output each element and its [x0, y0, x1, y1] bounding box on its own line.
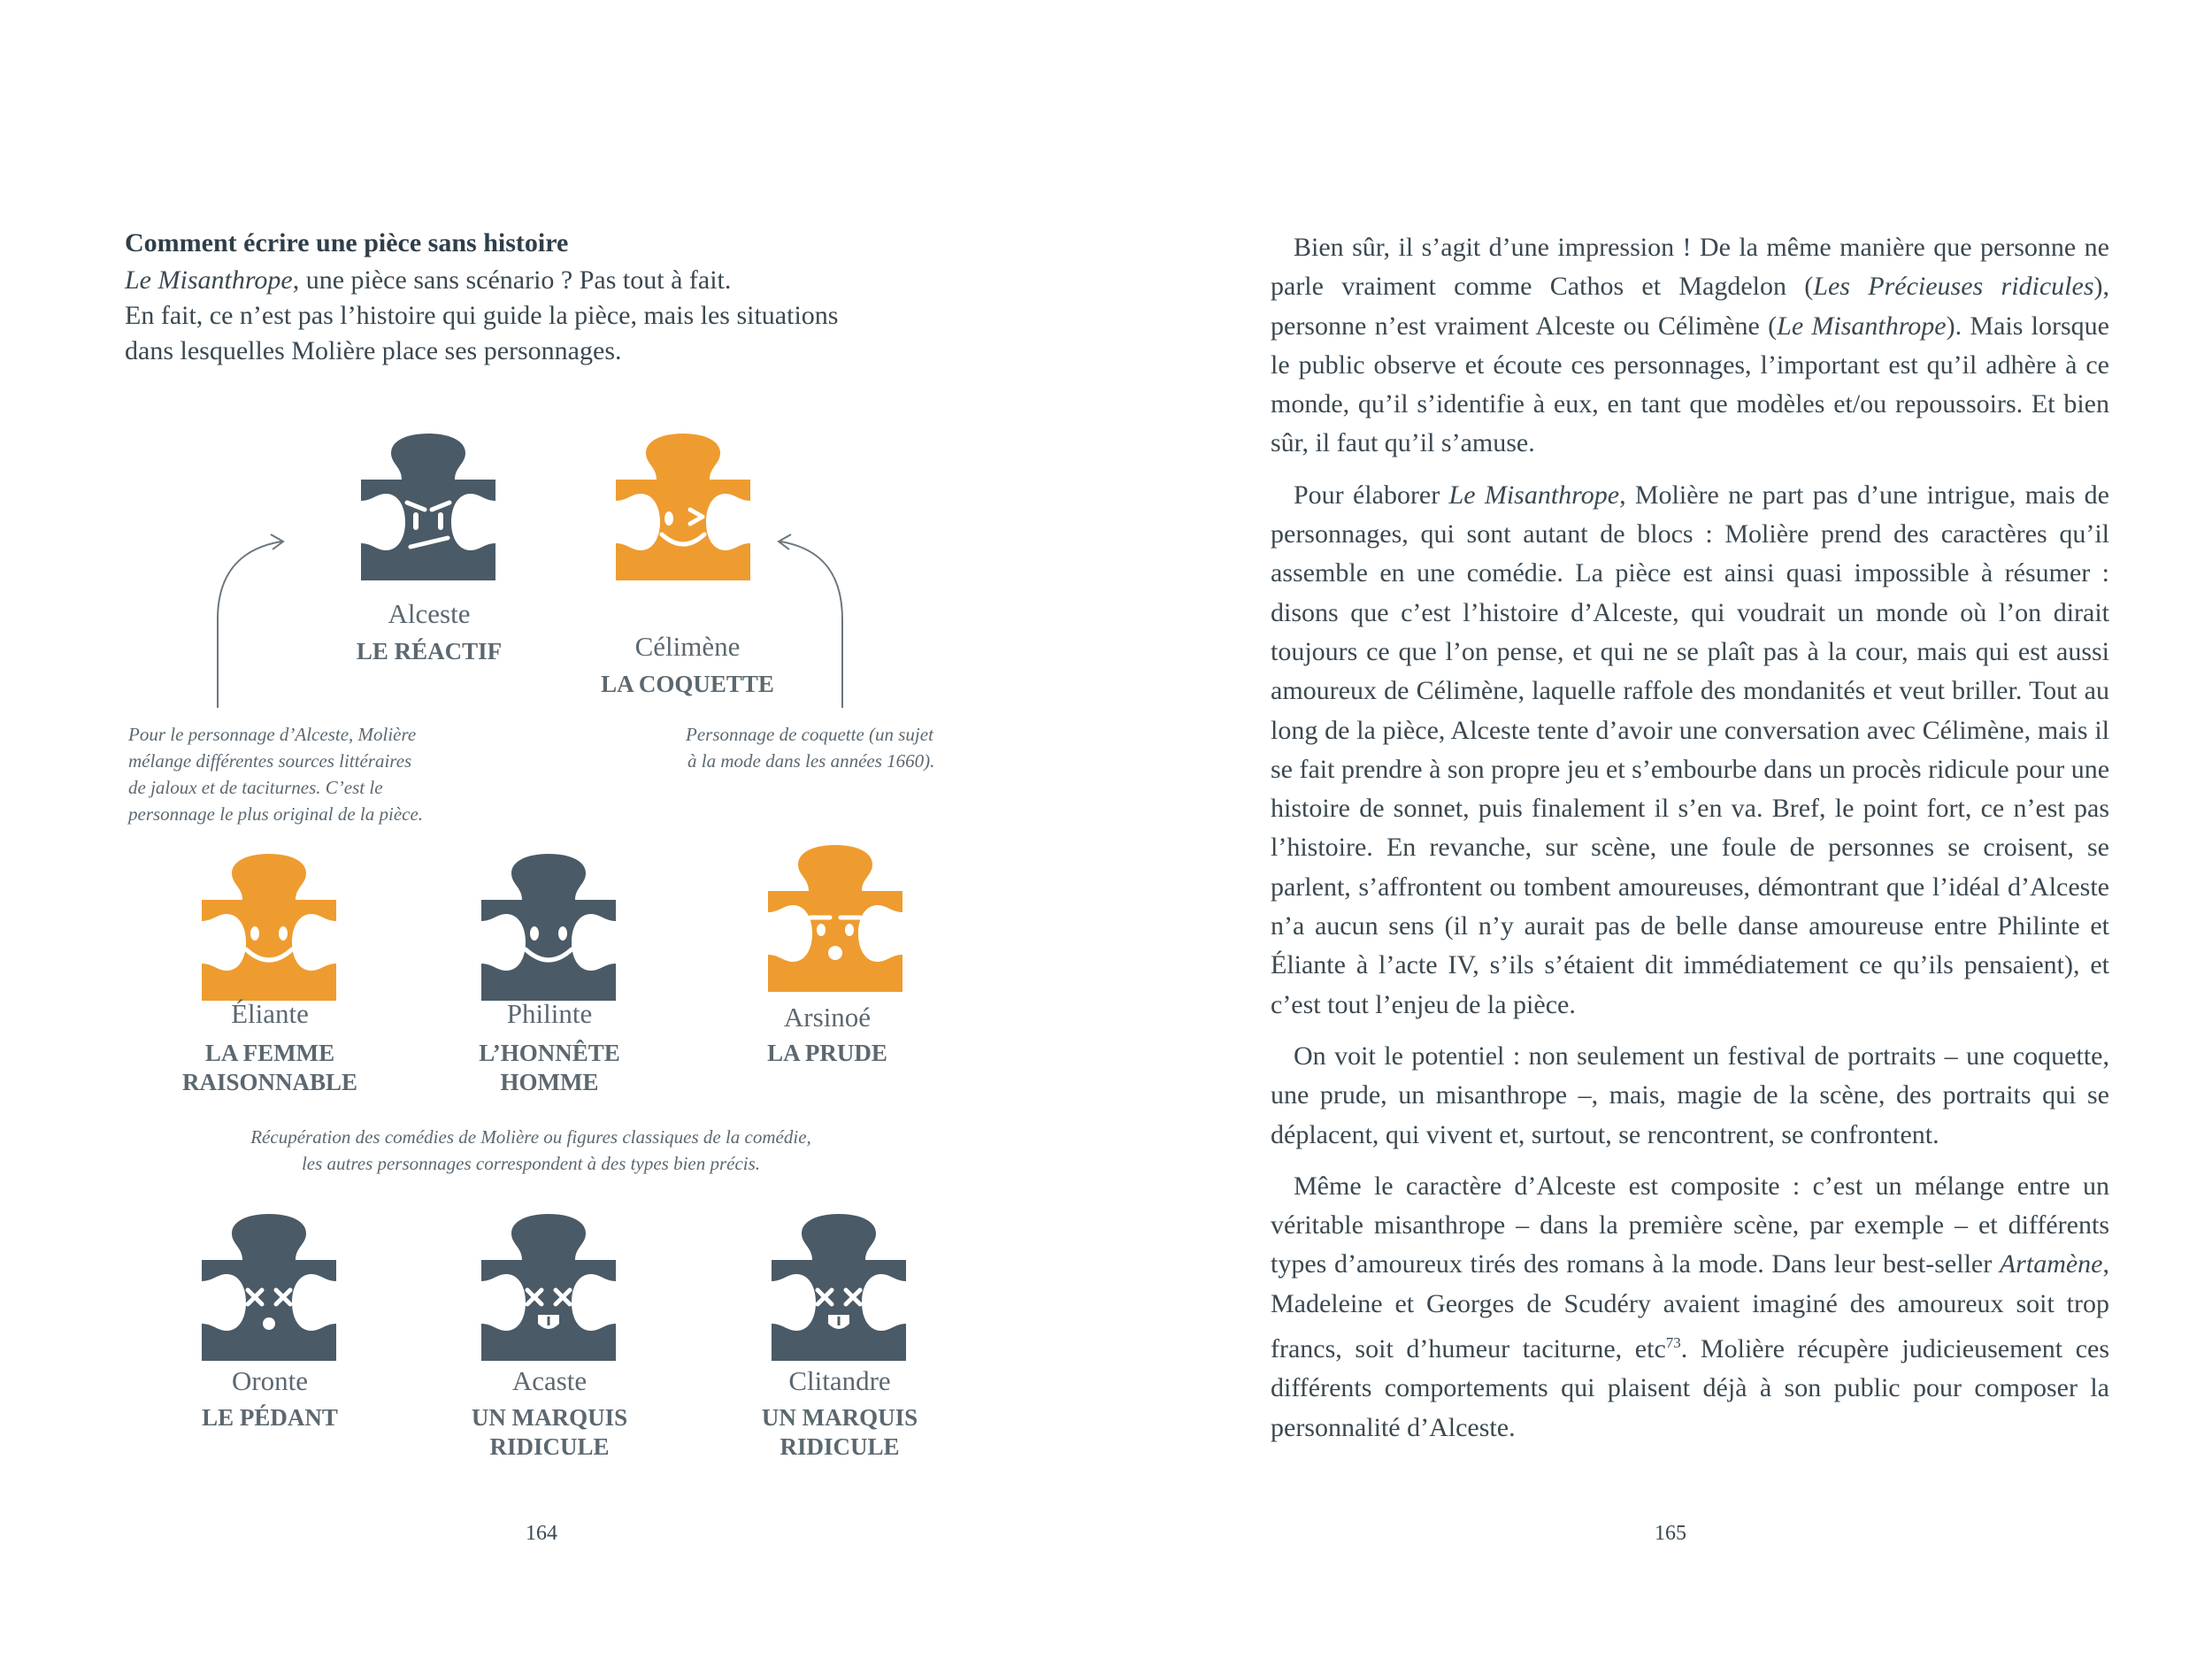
character-role-acaste: UN MARQUIS RIDICULE: [471, 1404, 628, 1460]
section-title: Comment écrire une pièce sans histoire: [125, 228, 569, 257]
character-name-eliante: Éliante: [231, 998, 309, 1029]
note-alceste: Pour le personnage d’Alceste, Molière mélange différentes sources littéraires de jaloux et de taciturnes. C’est le personnage le plus original de la pièce.: [128, 724, 424, 825]
character-role-arsinoe: LA PRUDE: [767, 1040, 887, 1066]
character-name-acaste: Acaste: [511, 1365, 588, 1396]
paragraph-3: On voit le potentiel : non seulement un festival de portraits – une coquette, une prude, un misanthrope –, mais, magie de la scène, des portraits qui se déplacent, qui vivent et, surtout, se rencontrent, se confrontent.: [1271, 1041, 2109, 1149]
character-name-oronte: Oronte: [231, 1365, 309, 1396]
alceste-puzzle-icon: [340, 425, 517, 602]
body-text: [1271, 228, 2109, 1460]
intro-text: Le Misanthrope, une pièce sans scénario ? Pas tout à fait. En fait, ce n’est pas l’histoire qui guide la pièce, mais les situations dans lesquelles Molière place ses personnages.: [125, 265, 839, 365]
character-name-alceste: Alceste: [388, 598, 471, 629]
note-celimene: Personnage de coquette (un sujet à la mode dans les années 1660).: [686, 724, 935, 772]
character-role-celimene: LA COQUETTE: [601, 671, 774, 697]
clitandre-puzzle-icon: [750, 1205, 927, 1382]
philinte-puzzle-icon: [460, 845, 637, 1022]
acaste-puzzle-icon: [460, 1205, 637, 1382]
character-role-philinte: L’HONNÊTE HOMME: [479, 1040, 620, 1095]
footnote-ref: 73: [1665, 1334, 1681, 1352]
character-role-alceste: LE RÉACTIF: [356, 638, 503, 664]
paragraph-4: Même le caractère d’Alceste est composite : c’est un mélange entre un véritable misanthrope – dans la première scène, par exemple – et différents types d’amoureux tirés des romans à la mode. Dans leur best-seller Artamène, Madeleine et Georges de Scudéry avaient imaginé des amoureux soit trop francs, soit d’humeur taciturne, etc$^{73}$. Molière récupère judicieusement ces différents comportements qui plaisent déjà à son public pour composer la personnalité d’Alceste.: [1271, 1171, 2110, 1442]
page-number-left: 164: [526, 1522, 557, 1545]
celimene-puzzle-icon: [595, 425, 772, 602]
character-role-clitandre: UN MARQUIS RIDICULE: [761, 1404, 918, 1460]
character-role-eliante: LA FEMME RAISONNABLE: [181, 1040, 358, 1095]
character-name-clitandre: Clitandre: [788, 1365, 891, 1396]
paragraph-2: Pour élaborer Le Misanthrope, Molière ne part pas d’une intrigue, mais de personnages, qui sont autant de blocs : Molière prend des caractères qu’il assemble en une comédie. La pièce est ainsi quasi impossible à résumer : disons que c’est l’histoire d’Alceste, qui voudrait un monde où l’on dirait toujours ce que l’on pense, et qui ne se plaît pas à la cour, mais qui est aussi amoureux de Célimène, laquelle raffole des mondanités et veut briller. Tout au long de la pièce, Alceste tente d’avoir une conversation avec Célimène, mais il se fait prendre à son propre jeu et s’embourbe dans un procès ridicule pour une histoire de sonnet, puis finalement il s’en va. Bref, le point fort, ce n’est pas l’histoire. En revanche, sur scène, une foule de personnes se croisent, se parlent, s’affrontent ou tombent amoureuses, démontrant que l’idéal d’Alceste n’a aucun sens (il n’y aurait pas de belle danse amoureuse entre Philinte et Éliante à l’acte IV, s’ils s’étaient dit immédiatement ce qu’ils pensaient), et c’est tout l’enjeu de la pièce.: [1271, 480, 2110, 1019]
oronte-puzzle-icon: [180, 1205, 357, 1382]
character-name-philinte: Philinte: [506, 998, 593, 1029]
note-other-characters: Récupération des comédies de Molière ou figures classiques de la comédie, les autres personnages correspondent à des types bien précis.: [250, 1126, 811, 1174]
intro-play-title: Le Misanthrope: [125, 265, 293, 295]
character-name-celimene: Célimène: [634, 631, 741, 662]
arsinoe-puzzle-icon: [747, 836, 924, 1013]
eliante-puzzle-icon: [180, 845, 357, 1022]
character-name-arsinoe: Arsinoé: [783, 1002, 872, 1033]
paragraph-1: Bien sûr, il s’agit d’une impression ! De la même manière que personne ne parle vraiment comme Cathos et Magdelon (Les Précieuses ridicules), personne n’est vraiment Alceste ou Célimène (Le Misanthrope). Mais lorsque le public observe et écoute ces personnages, l’important est qu’il adhère à ce monde, qu’il s’identifie à eux, en tant que modèles et/ou repoussoirs. Et bien sûr, il faut qu’il s’amuse.: [1271, 233, 2110, 458]
character-role-oronte: LE PÉDANT: [202, 1404, 338, 1431]
page-number-right: 165: [1655, 1522, 1686, 1545]
